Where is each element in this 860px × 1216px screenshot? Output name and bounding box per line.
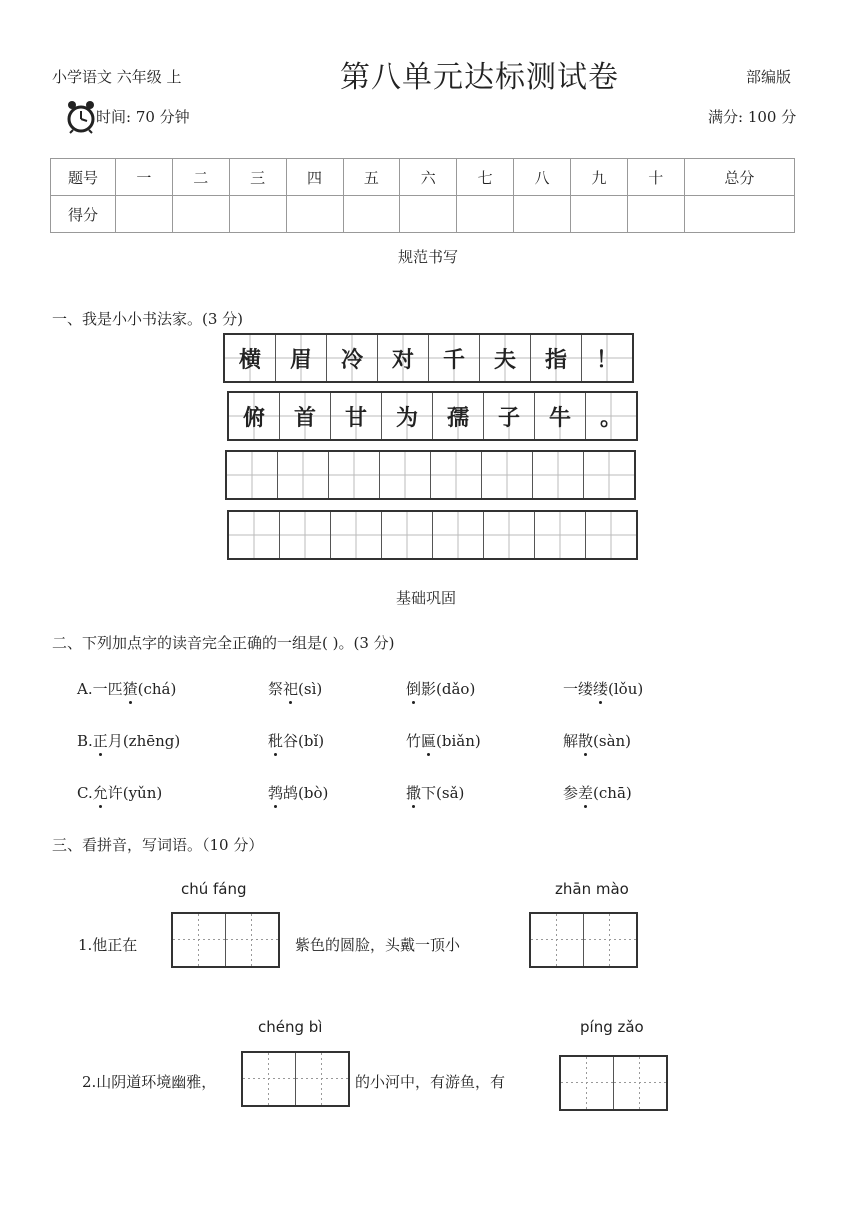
answer-cell[interactable] — [531, 914, 584, 966]
answer-cell[interactable] — [584, 914, 636, 966]
time-limit: 时间: 70 分钟 — [96, 108, 190, 126]
option-b-item-3 — [406, 730, 481, 751]
score-input-cell[interactable] — [684, 196, 794, 233]
model-char: 夫 — [480, 335, 531, 381]
dotted-char: 倒 — [406, 680, 422, 698]
table-cell: 四 — [286, 159, 343, 196]
dotted-char: 鹁 — [268, 784, 284, 802]
pinyin-prompt: píng zǎo — [580, 1018, 644, 1036]
sentence-text: 1.他正在 — [78, 936, 138, 954]
option-b[interactable] — [77, 730, 180, 751]
option-text: (chā) — [593, 784, 632, 802]
score-input-cell[interactable] — [457, 196, 514, 233]
option-a-item-4 — [563, 678, 643, 699]
score-input-cell[interactable] — [343, 196, 400, 233]
table-cell: 二 — [172, 159, 229, 196]
dotted-char: 秕 — [268, 732, 284, 750]
answer-cell[interactable] — [614, 1057, 666, 1109]
option-text: (chá) — [137, 680, 177, 698]
model-char: 对 — [378, 335, 429, 381]
practice-cell[interactable] — [533, 452, 584, 498]
model-char: 为 — [382, 393, 433, 439]
practice-cell[interactable] — [482, 452, 533, 498]
answer-box[interactable] — [529, 912, 638, 968]
option-text: 月(zhēng) — [107, 732, 181, 750]
table-cell: 三 — [229, 159, 286, 196]
practice-cell[interactable] — [584, 452, 634, 498]
model-char: 牛 — [535, 393, 586, 439]
option-text: (sì) — [298, 680, 323, 698]
dotted-char: 祀 — [283, 680, 299, 698]
model-char: 。 — [586, 393, 636, 439]
full-score: 满分: 100 分 — [708, 108, 797, 126]
table-cell: 五 — [343, 159, 400, 196]
answer-cell[interactable] — [243, 1053, 296, 1105]
option-a[interactable] — [77, 678, 176, 699]
option-text: 祭 — [268, 680, 284, 698]
practice-row-1[interactable] — [225, 450, 636, 500]
subject-grade: 小学语文 六年级 上 — [52, 68, 182, 86]
option-c[interactable] — [77, 782, 162, 803]
practice-cell[interactable] — [535, 512, 586, 558]
calligraphy-row-2 — [227, 391, 638, 441]
sentence-text: 紫色的圆脸，头戴一顶小 — [295, 936, 461, 954]
table-cell: 七 — [457, 159, 514, 196]
pinyin-prompt: zhān mào — [555, 880, 629, 898]
practice-cell[interactable] — [280, 512, 331, 558]
option-text: 一匹 — [92, 680, 123, 698]
score-input-cell[interactable] — [627, 196, 684, 233]
practice-cell[interactable] — [433, 512, 484, 558]
calligraphy-row-1 — [223, 333, 634, 383]
table-cell: 八 — [514, 159, 571, 196]
practice-cell[interactable] — [329, 452, 380, 498]
option-text: 一缕 — [563, 680, 594, 698]
table-row — [51, 159, 795, 196]
model-char: 子 — [484, 393, 535, 439]
score-input-cell[interactable] — [116, 196, 173, 233]
option-text: 竹 — [406, 732, 422, 750]
answer-cell[interactable] — [226, 914, 278, 966]
practice-cell[interactable] — [382, 512, 433, 558]
option-text: 鸪(bò) — [283, 784, 329, 802]
option-a-item-2 — [268, 678, 322, 699]
dotted-char: 撒 — [406, 784, 422, 802]
score-input-cell[interactable] — [400, 196, 457, 233]
dotted-char: 匾 — [421, 732, 437, 750]
edition-label: 部编版 — [746, 68, 792, 86]
option-c-item-3 — [406, 782, 464, 803]
section-heading-writing: 规范书写 — [398, 248, 459, 266]
score-input-cell[interactable] — [514, 196, 571, 233]
answer-cell[interactable] — [296, 1053, 348, 1105]
model-char: 甘 — [331, 393, 382, 439]
dotted-char: 散 — [578, 732, 594, 750]
section-heading-basics: 基础巩固 — [396, 589, 457, 607]
model-char: 千 — [429, 335, 480, 381]
table-cell: 一 — [116, 159, 173, 196]
score-table — [50, 158, 795, 233]
option-text: 谷(bǐ) — [283, 732, 325, 750]
practice-row-2[interactable] — [227, 510, 638, 560]
score-input-cell[interactable] — [172, 196, 229, 233]
model-char: 冷 — [327, 335, 378, 381]
option-text: 下(sǎ) — [421, 784, 465, 802]
practice-cell[interactable] — [278, 452, 329, 498]
practice-cell[interactable] — [431, 452, 482, 498]
option-text: (lǒu) — [608, 680, 644, 698]
model-char: 指 — [531, 335, 582, 381]
page-title: 第八单元达标测试卷 — [340, 60, 619, 95]
model-char: 横 — [225, 335, 276, 381]
option-b-item-4 — [563, 730, 631, 751]
option-text: 参 — [563, 784, 579, 802]
dotted-char: 猹 — [122, 680, 138, 698]
table-cell: 总分 — [684, 159, 794, 196]
model-char: 眉 — [276, 335, 327, 381]
answer-box[interactable] — [171, 912, 280, 968]
score-input-cell[interactable] — [571, 196, 628, 233]
practice-cell[interactable] — [229, 512, 280, 558]
pinyin-prompt: chú fáng — [181, 880, 247, 898]
model-char: 孺 — [433, 393, 484, 439]
option-label: C. — [77, 784, 93, 802]
score-input-cell[interactable] — [229, 196, 286, 233]
question-1-title: 一、我是小小书法家。(3 分) — [52, 310, 244, 328]
table-cell: 九 — [571, 159, 628, 196]
table-cell: 十 — [627, 159, 684, 196]
model-char: ！ — [582, 335, 632, 381]
option-label: A. — [77, 680, 93, 698]
table-cell: 得分 — [51, 196, 116, 233]
model-char: 俯 — [229, 393, 280, 439]
practice-cell[interactable] — [227, 452, 278, 498]
answer-cell[interactable] — [561, 1057, 614, 1109]
practice-cell[interactable] — [586, 512, 636, 558]
answer-box[interactable] — [559, 1055, 668, 1111]
sentence-text: 2.山阴道环境幽雅， — [82, 1073, 217, 1091]
question-3-title: 三、看拼音，写词语。（10 分） — [52, 836, 264, 854]
table-row — [51, 196, 795, 233]
table-cell: 六 — [400, 159, 457, 196]
model-char: 首 — [280, 393, 331, 439]
clock-icon — [66, 100, 96, 134]
dotted-char: 缕 — [593, 680, 609, 698]
option-text: 解 — [563, 732, 579, 750]
score-input-cell[interactable] — [286, 196, 343, 233]
option-text: (sàn) — [593, 732, 632, 750]
answer-box[interactable] — [241, 1051, 350, 1107]
option-a-item-3 — [406, 678, 475, 699]
option-text: 许(yǔn) — [107, 784, 163, 802]
option-text: 影(dǎo) — [421, 680, 476, 698]
dotted-char: 正 — [92, 732, 108, 750]
practice-cell[interactable] — [331, 512, 382, 558]
practice-cell[interactable] — [484, 512, 535, 558]
dotted-char: 允 — [92, 784, 108, 802]
dotted-char: 差 — [578, 784, 594, 802]
option-label: B. — [77, 732, 93, 750]
option-b-item-2 — [268, 730, 324, 751]
table-cell: 题号 — [51, 159, 116, 196]
question-2-title: 二、下列加点字的读音完全正确的一组是( )。(3 分) — [52, 634, 395, 652]
answer-cell[interactable] — [173, 914, 226, 966]
option-text: (biǎn) — [436, 732, 481, 750]
practice-cell[interactable] — [380, 452, 431, 498]
option-c-item-2 — [268, 782, 328, 803]
pinyin-prompt: chéng bì — [258, 1018, 323, 1036]
sentence-text: 的小河中，有游鱼，有 — [355, 1073, 506, 1091]
option-c-item-4 — [563, 782, 632, 803]
